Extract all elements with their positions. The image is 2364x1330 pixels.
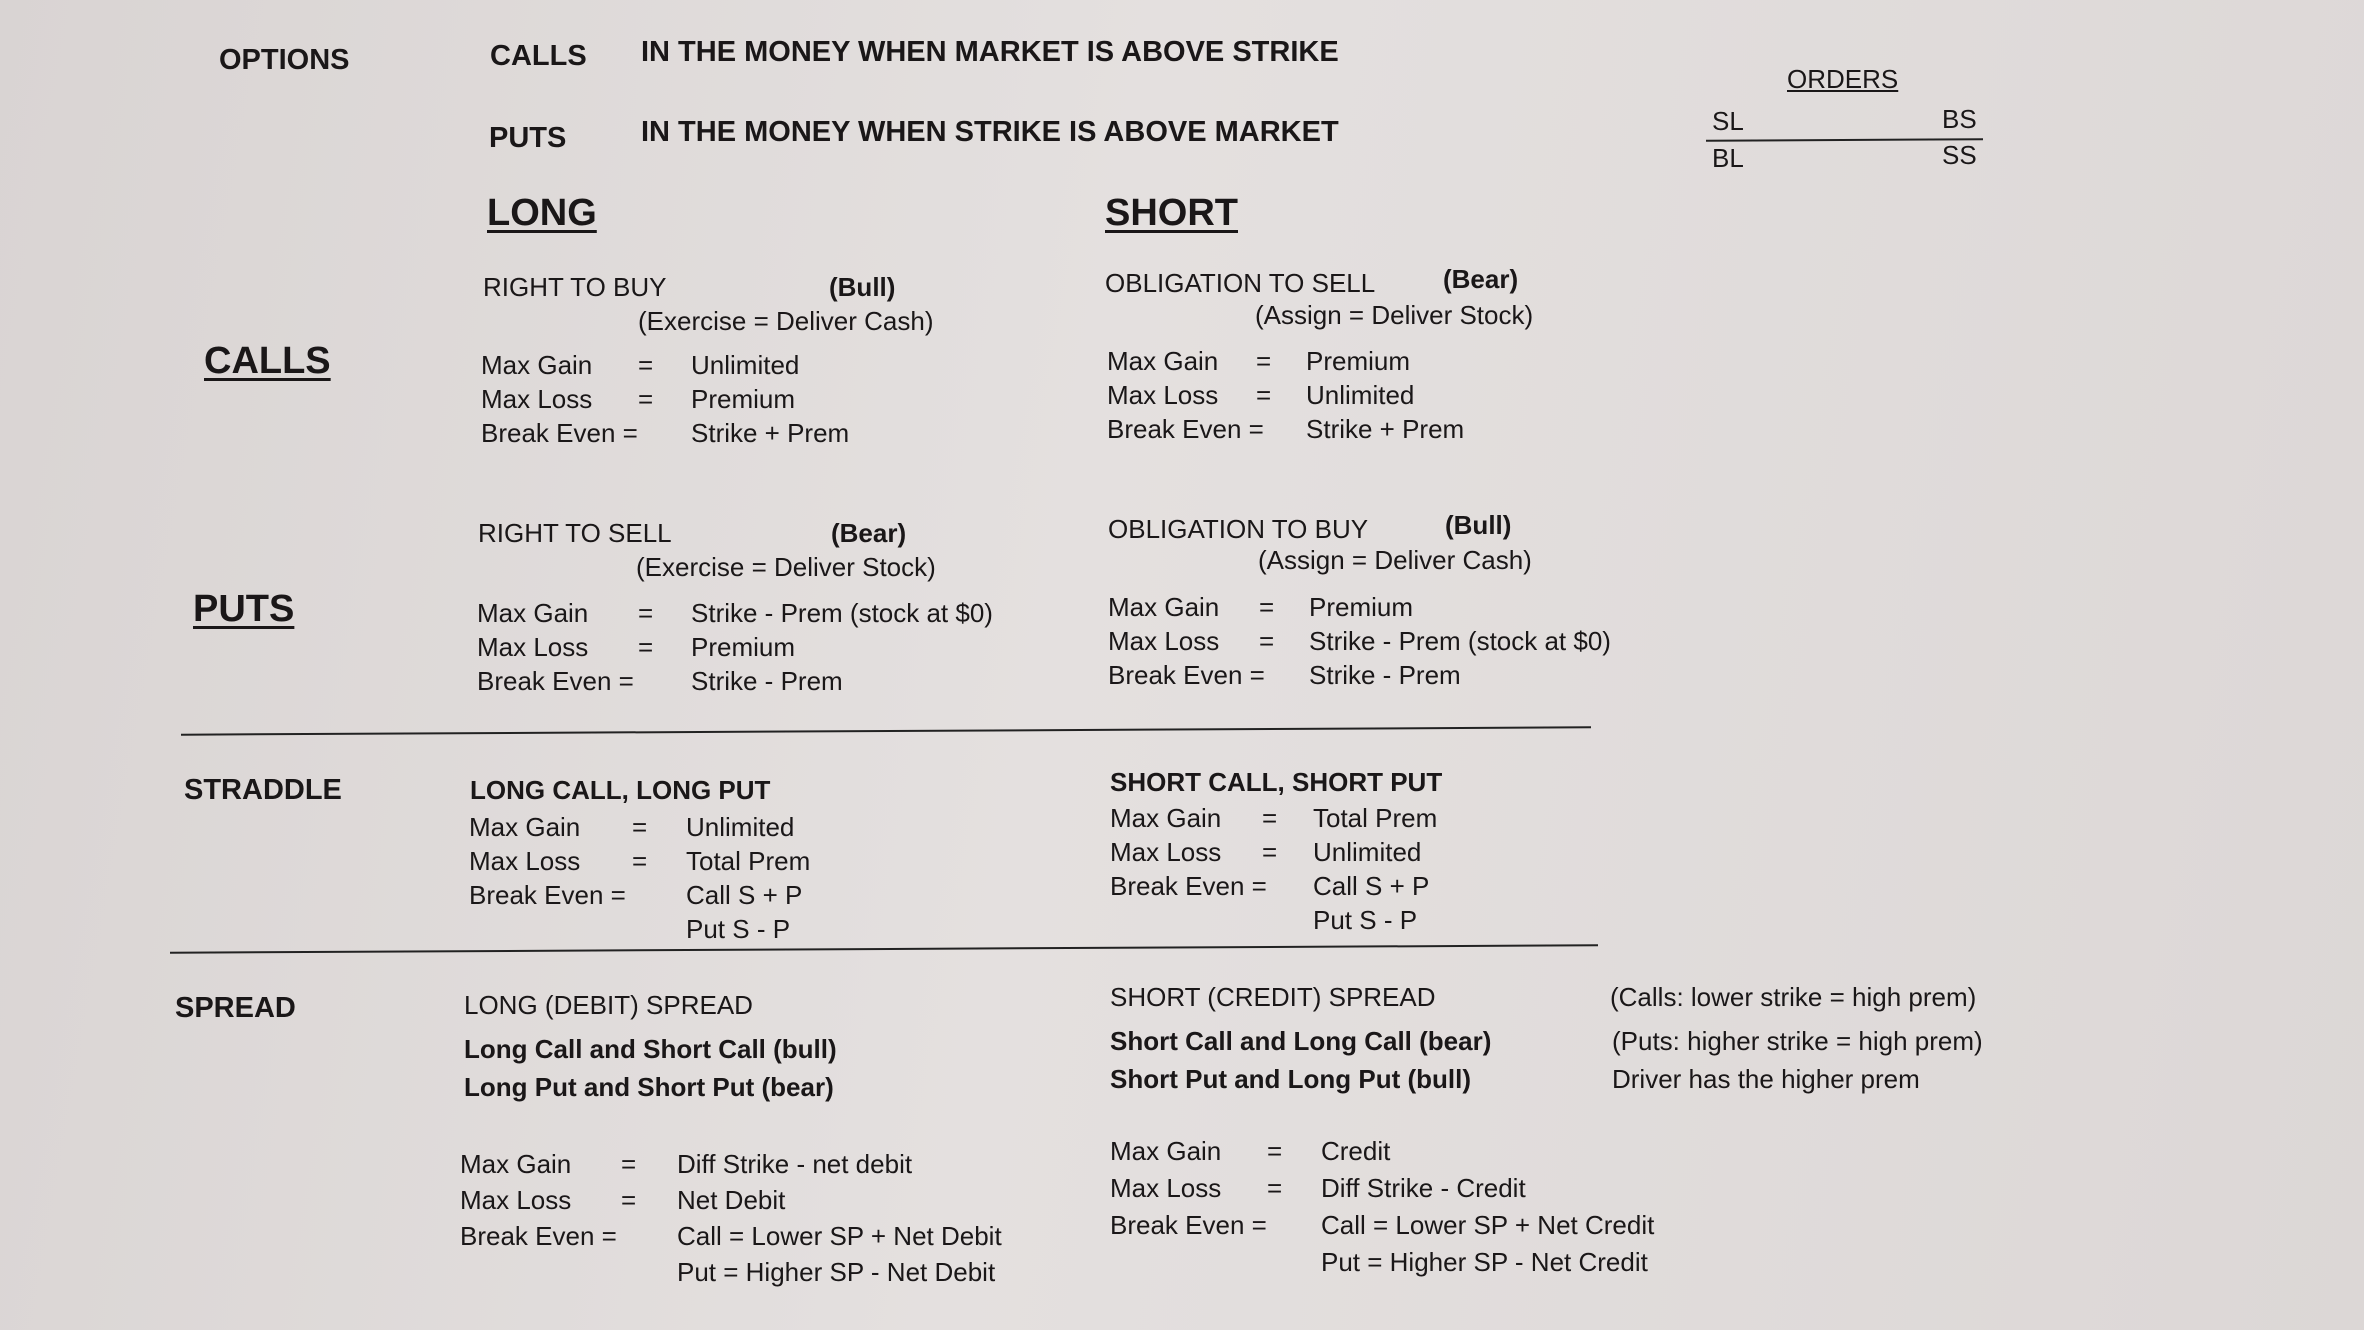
- short-column-heading: SHORT: [1105, 192, 1238, 234]
- spread-note: (Calls: lower strike = high prem): [1610, 982, 1977, 1012]
- orders-bl: BL: [1712, 143, 1744, 173]
- metric-cell: =: [632, 811, 648, 842]
- puts-definition: IN THE MONEY WHEN STRIKE IS ABOVE MARKET: [641, 116, 1339, 148]
- section-divider: [170, 944, 1598, 953]
- metric-cell: Strike - Prem: [691, 665, 843, 696]
- short-call-note: (Assign = Deliver Stock): [1255, 300, 1534, 330]
- metric-row: [477, 664, 993, 698]
- metric-cell: =: [1262, 802, 1278, 833]
- metric-cell: Premium: [691, 631, 796, 662]
- puts-heading: PUTS: [489, 122, 567, 154]
- long-spread-metrics: [460, 1146, 1002, 1290]
- metric-row: [1107, 344, 1464, 378]
- short-call-title: OBLIGATION TO SELL: [1105, 268, 1376, 298]
- short-straddle-title: SHORT CALL, SHORT PUT: [1110, 767, 1443, 797]
- metric-cell: Break Even =: [1110, 1210, 1267, 1240]
- metric-row: [1110, 869, 1437, 903]
- metric-cell: Max Gain: [481, 349, 593, 380]
- metric-cell: =: [1267, 1173, 1283, 1203]
- metric-cell: Unlimited: [691, 349, 800, 380]
- metric-cell: Strike - Prem (stock at $0): [691, 597, 993, 628]
- metric-cell: Diff Strike - net debit: [677, 1148, 913, 1179]
- metric-cell: =: [1259, 625, 1275, 656]
- metric-row: [460, 1182, 1002, 1218]
- short-call-bias: (Bear): [1443, 264, 1519, 294]
- metric-cell: Break Even =: [1110, 870, 1267, 901]
- orders-title: ORDERS: [1787, 64, 1899, 94]
- long-spread-line2: Long Put and Short Put (bear): [464, 1072, 834, 1102]
- metric-cell: Unlimited: [1306, 379, 1415, 410]
- metric-cell: Credit: [1321, 1136, 1391, 1166]
- long-call-bias: (Bull): [829, 272, 896, 302]
- metric-cell: =: [1259, 591, 1275, 622]
- metric-cell: Put S - P: [686, 913, 791, 944]
- metric-row: [1110, 1170, 1654, 1207]
- metric-cell: Max Gain: [477, 597, 589, 628]
- long-spread-title: LONG (DEBIT) SPREAD: [464, 990, 753, 1020]
- metric-cell: =: [632, 845, 648, 876]
- metric-cell: =: [1256, 379, 1272, 410]
- metric-row: [1108, 658, 1611, 692]
- long-call-note: (Exercise = Deliver Cash): [638, 306, 934, 336]
- metric-cell: Break Even =: [1108, 659, 1265, 690]
- metric-row: [469, 810, 810, 844]
- metric-cell: Diff Strike - Credit: [1321, 1173, 1526, 1203]
- metric-cell: =: [621, 1148, 637, 1179]
- long-call-metrics: [481, 348, 849, 450]
- metric-cell: Max Loss: [1108, 625, 1220, 656]
- long-straddle-title: LONG CALL, LONG PUT: [470, 775, 771, 805]
- metric-cell: Max Loss: [481, 383, 593, 414]
- short-put-metrics: [1108, 590, 1611, 692]
- metric-cell: Put S - P: [1313, 904, 1418, 935]
- long-column-heading: LONG: [487, 192, 597, 234]
- metric-cell: Premium: [1309, 591, 1414, 622]
- metric-cell: =: [638, 631, 654, 662]
- metric-row: [469, 844, 810, 878]
- short-call-metrics: [1107, 344, 1464, 446]
- metric-cell: Max Gain: [1110, 802, 1222, 833]
- metric-row: [1110, 835, 1437, 869]
- metric-row: [1110, 1207, 1654, 1244]
- short-spread-metrics: [1110, 1133, 1654, 1281]
- metric-row: [460, 1146, 1002, 1182]
- long-put-bias: (Bear): [831, 518, 907, 548]
- metric-cell: Break Even =: [481, 417, 638, 448]
- metric-cell: Premium: [1306, 345, 1411, 376]
- long-call-title: RIGHT TO BUY: [483, 272, 667, 302]
- calls-section-label: CALLS: [204, 340, 331, 382]
- metric-cell: =: [638, 349, 654, 380]
- metric-row: [477, 596, 993, 630]
- metric-cell: Unlimited: [686, 811, 795, 842]
- long-put-title: RIGHT TO SELL: [478, 518, 672, 548]
- calls-definition: IN THE MONEY WHEN MARKET IS ABOVE STRIKE: [641, 36, 1339, 68]
- long-straddle-metrics: [469, 810, 810, 946]
- metric-cell: Premium: [691, 383, 796, 414]
- orders-sl: SL: [1712, 106, 1744, 136]
- metric-cell: Max Loss: [1107, 379, 1219, 410]
- metric-cell: Max Loss: [1110, 836, 1222, 867]
- spread-note: Driver has the higher prem: [1612, 1064, 1920, 1094]
- metric-cell: =: [1267, 1136, 1283, 1166]
- short-put-note: (Assign = Deliver Cash): [1258, 545, 1532, 575]
- metric-cell: Max Gain: [460, 1148, 572, 1179]
- metric-row: [469, 878, 810, 912]
- short-spread-line2: Short Put and Long Put (bull): [1110, 1064, 1472, 1094]
- metric-cell: Call S + P: [1313, 870, 1430, 901]
- metric-row: [1110, 903, 1437, 937]
- metric-cell: Max Loss: [460, 1184, 572, 1215]
- metric-cell: =: [1262, 836, 1278, 867]
- metric-cell: Max Gain: [1107, 345, 1219, 376]
- metric-row: [1110, 801, 1437, 835]
- metric-cell: Break Even =: [469, 879, 626, 910]
- metric-cell: =: [621, 1184, 637, 1215]
- metric-cell: Max Loss: [469, 845, 581, 876]
- short-put-title: OBLIGATION TO BUY: [1108, 514, 1369, 544]
- metric-cell: Call = Lower SP + Net Debit: [677, 1220, 1002, 1251]
- metric-cell: Break Even =: [477, 665, 634, 696]
- metric-row: [1110, 1133, 1654, 1170]
- orders-ss: SS: [1942, 140, 1977, 170]
- metric-cell: Max Gain: [1110, 1136, 1222, 1166]
- short-straddle-metrics: [1110, 801, 1437, 937]
- metric-row: [460, 1254, 1002, 1290]
- metric-cell: Strike - Prem (stock at $0): [1309, 625, 1611, 656]
- metric-row: [1108, 590, 1611, 624]
- metric-row: [477, 630, 993, 664]
- spread-section-label: SPREAD: [175, 992, 296, 1024]
- metric-cell: Put = Higher SP - Net Debit: [677, 1256, 996, 1287]
- metric-row: [1108, 624, 1611, 658]
- long-put-metrics: [477, 596, 993, 698]
- straddle-section-label: STRADDLE: [184, 774, 342, 806]
- metric-row: [469, 912, 810, 946]
- metric-cell: Put = Higher SP - Net Credit: [1321, 1247, 1648, 1277]
- metric-cell: Strike - Prem: [1309, 659, 1461, 690]
- metric-row: [481, 416, 849, 450]
- section-divider: [181, 726, 1591, 735]
- metric-row: [1110, 1244, 1654, 1281]
- metric-cell: =: [638, 383, 654, 414]
- metric-cell: Max Loss: [1110, 1173, 1222, 1203]
- metric-cell: Max Loss: [477, 631, 589, 662]
- metric-cell: Max Gain: [1108, 591, 1220, 622]
- metric-row: [481, 382, 849, 416]
- spread-note: (Puts: higher strike = high prem): [1612, 1026, 1983, 1056]
- metric-cell: Break Even =: [1107, 413, 1264, 444]
- metric-cell: Total Prem: [686, 845, 811, 876]
- metric-cell: Break Even =: [460, 1220, 617, 1251]
- long-spread-line1: Long Call and Short Call (bull): [464, 1034, 837, 1064]
- metric-cell: Call S + P: [686, 879, 803, 910]
- metric-row: [1107, 412, 1464, 446]
- orders-bs: BS: [1942, 104, 1977, 134]
- short-spread-line1: Short Call and Long Call (bear): [1110, 1026, 1492, 1056]
- metric-cell: Net Debit: [677, 1184, 786, 1215]
- metric-cell: Strike + Prem: [691, 417, 850, 448]
- metric-row: [1107, 378, 1464, 412]
- metric-cell: Call = Lower SP + Net Credit: [1321, 1210, 1655, 1240]
- metric-cell: =: [1256, 345, 1272, 376]
- calls-heading: CALLS: [490, 40, 587, 72]
- short-put-bias: (Bull): [1445, 510, 1512, 540]
- long-put-note: (Exercise = Deliver Stock): [636, 552, 936, 582]
- puts-section-label: PUTS: [193, 588, 295, 630]
- metric-cell: Strike + Prem: [1306, 413, 1465, 444]
- metric-cell: Unlimited: [1313, 836, 1422, 867]
- metric-row: [460, 1218, 1002, 1254]
- metric-cell: Total Prem: [1313, 802, 1438, 833]
- metric-cell: Max Gain: [469, 811, 581, 842]
- metric-row: [481, 348, 849, 382]
- options-heading: OPTIONS: [219, 44, 350, 76]
- short-spread-title: SHORT (CREDIT) SPREAD: [1110, 982, 1436, 1012]
- metric-cell: =: [638, 597, 654, 628]
